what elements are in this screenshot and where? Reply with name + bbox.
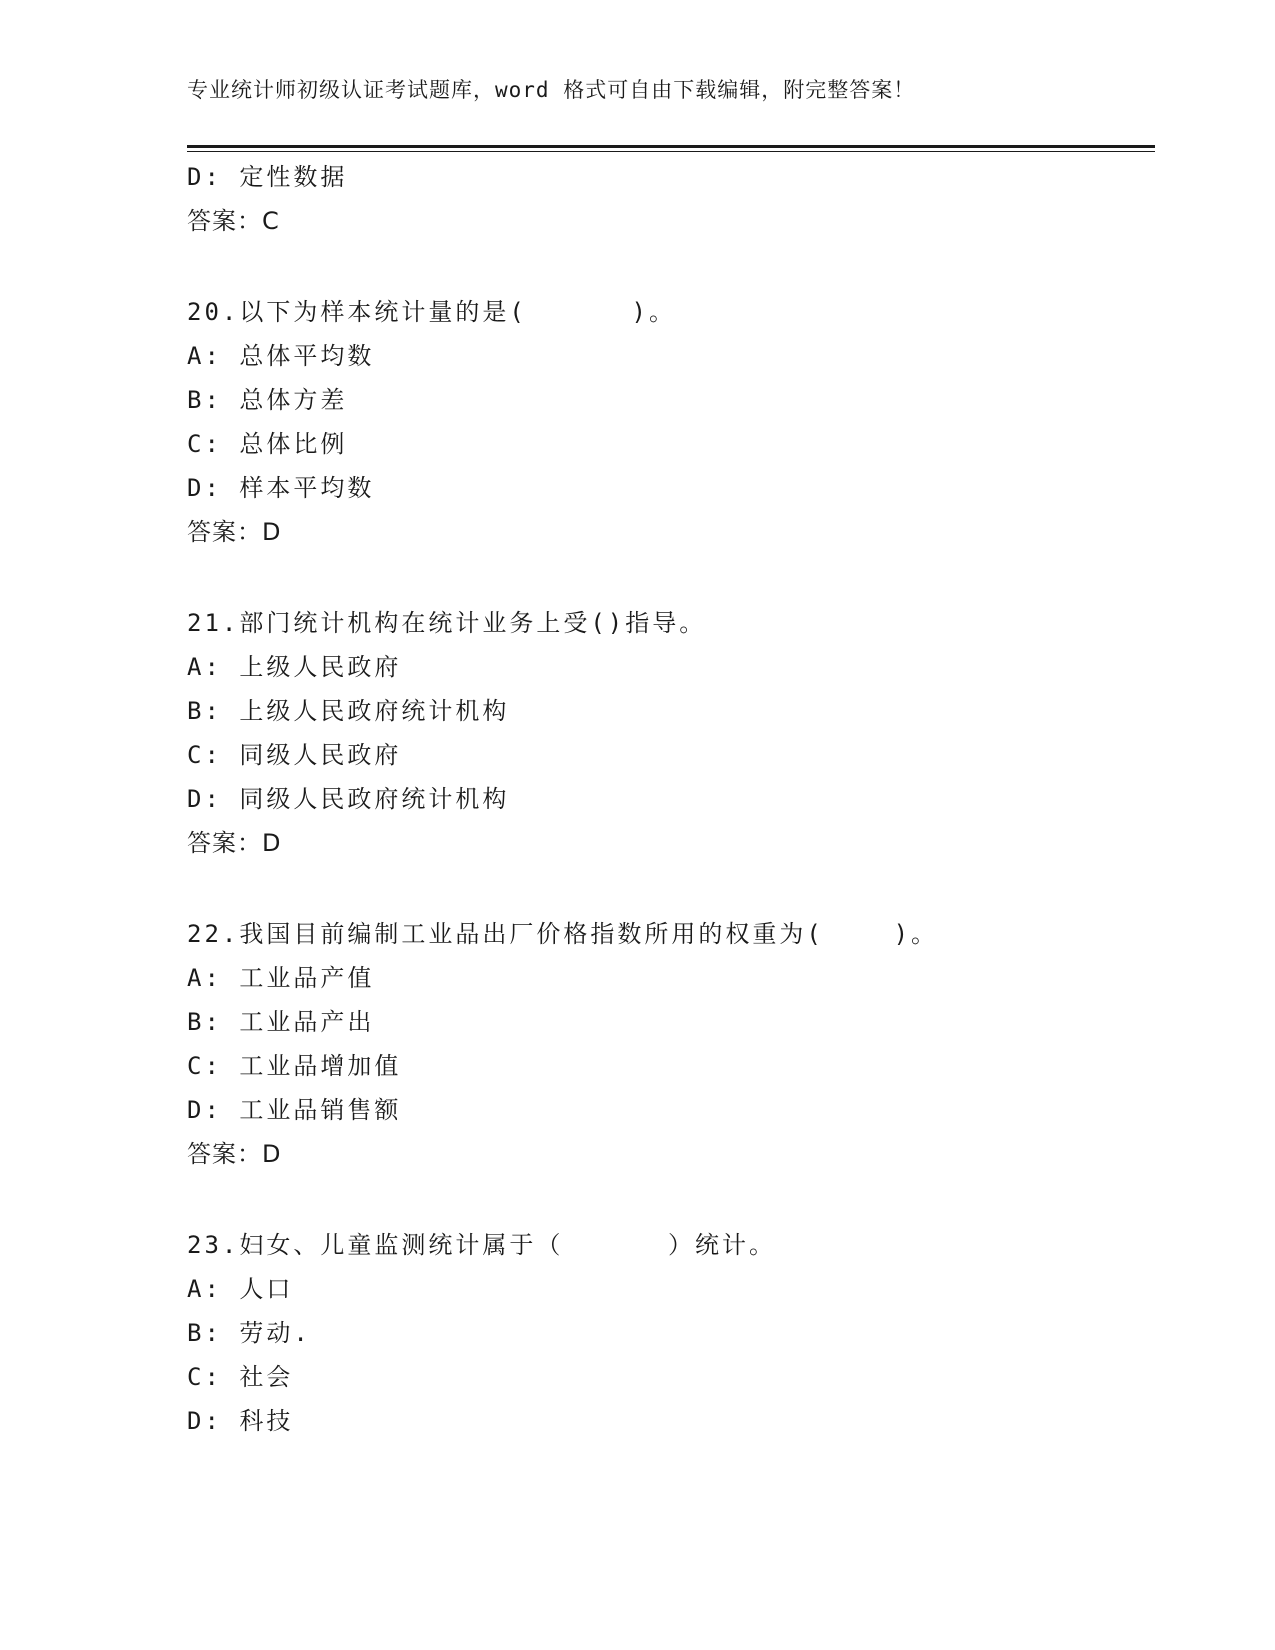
question-21-option-a: A: 上级人民政府: [187, 653, 402, 681]
question-22-option-a: A: 工业品产值: [187, 964, 375, 992]
question-21-stem: 21.部门统计机构在统计业务上受()指导。: [187, 609, 707, 637]
question-21-option-b: B: 上级人民政府统计机构: [187, 697, 510, 725]
question-22-option-c: C: 工业品增加值: [187, 1052, 402, 1080]
question-23-stem: 23.妇女、儿童监测统计属于（ ）统计。: [187, 1231, 777, 1259]
question-23-option-b: B: 劳动.: [187, 1319, 311, 1347]
question-21-option-c: C: 同级人民政府: [187, 741, 402, 769]
question-22-option-d: D: 工业品销售额: [187, 1096, 402, 1124]
prev-option-d: D: 定性数据: [187, 163, 348, 191]
question-20-stem: 20.以下为样本统计量的是( )。: [187, 298, 676, 326]
question-23-option-a: A: 人口: [187, 1275, 294, 1303]
question-21-answer: 答案：D: [187, 829, 282, 857]
question-20-answer: 答案：D: [187, 518, 282, 546]
question-22-answer: 答案：D: [187, 1140, 282, 1168]
question-21-option-d: D: 同级人民政府统计机构: [187, 785, 510, 813]
prev-answer: 答案：C: [187, 207, 280, 235]
page-header: 专业统计师初级认证考试题库，word 格式可自由下载编辑，附完整答案！: [187, 78, 916, 102]
header-rule-thick: [187, 145, 1155, 148]
header-rule-thin: [187, 151, 1155, 152]
question-23-option-c: C: 社会: [187, 1363, 294, 1391]
question-23-option-d: D: 科技: [187, 1407, 294, 1435]
question-22-stem: 22.我国目前编制工业品出厂价格指数所用的权重为( )。: [187, 920, 939, 948]
question-20-option-d: D: 样本平均数: [187, 474, 375, 502]
question-22-option-b: B: 工业品产出: [187, 1008, 375, 1036]
question-20-option-a: A: 总体平均数: [187, 342, 375, 370]
question-20-option-c: C: 总体比例: [187, 430, 348, 458]
question-20-option-b: B: 总体方差: [187, 386, 348, 414]
